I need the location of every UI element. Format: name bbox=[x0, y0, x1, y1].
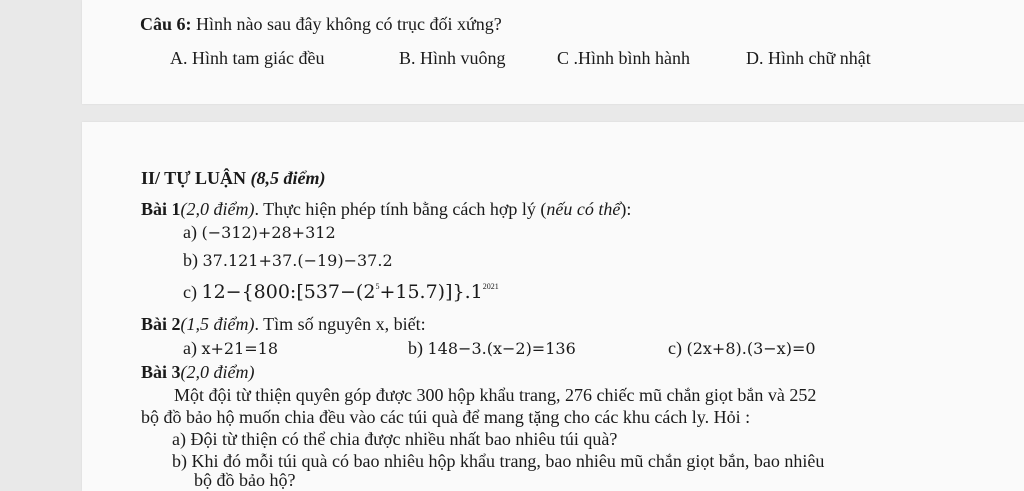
bai-3-line-1: Một đội từ thiện quyên góp được 300 hộp khẩu trang, 276 chiếc mũ chắn giọt bắn và 252 bbox=[174, 385, 817, 405]
bai-3-b-label: b) bbox=[172, 451, 187, 471]
bai-2-b bbox=[408, 338, 576, 359]
bai-2-heading bbox=[141, 314, 426, 335]
bai-1-b-label: b) bbox=[183, 250, 198, 270]
bai-2-c-label: c) bbox=[668, 338, 682, 358]
bai-1-a-label: a) bbox=[183, 222, 197, 242]
bai-3-a-text: Đội từ thiện có thể chia được nhiều nhất bao nhiêu túi quà? bbox=[190, 429, 618, 449]
question-6-text: Hình nào sau đây không có trục đối xứng? bbox=[196, 14, 502, 34]
bai-1-a bbox=[183, 222, 336, 243]
option-d: D. Hình chữ nhật bbox=[746, 48, 871, 68]
bai-1-c-expr-1: 12−{800:[537−(2 bbox=[201, 281, 376, 303]
bai-1-a-expr: (−312)+28+312 bbox=[201, 223, 336, 242]
bai-1-label: Bài 1 bbox=[141, 199, 181, 219]
option-c: C .Hình bình hành bbox=[557, 48, 690, 68]
bai-3-points: (2,0 điểm) bbox=[180, 362, 255, 382]
bai-1-c-label: c) bbox=[183, 282, 197, 302]
bai-3-heading bbox=[141, 362, 255, 383]
bai-1-c-expr-2: +15.7)]}.1 bbox=[379, 281, 483, 303]
bai-1-c-exponent-1: 5 bbox=[375, 282, 380, 291]
bai-1-text: . Thực hiện phép tính bằng cách hợp lý ( bbox=[254, 199, 547, 219]
bai-1-hint: nếu có thể bbox=[546, 199, 621, 219]
section-heading bbox=[141, 168, 326, 189]
bai-2-a-label: a) bbox=[183, 338, 197, 358]
bai-2-a-expr: x+21=18 bbox=[201, 339, 279, 358]
bai-2-label: Bài 2 bbox=[141, 314, 181, 334]
bai-1-heading bbox=[141, 199, 631, 220]
bai-2-points: (1,5 điểm) bbox=[180, 314, 255, 334]
bai-2-a bbox=[183, 338, 278, 359]
bai-1-points: (2,0 điểm) bbox=[180, 199, 255, 219]
bai-3-b bbox=[172, 451, 824, 472]
bai-3-a bbox=[172, 429, 617, 450]
question-6 bbox=[140, 14, 502, 35]
bai-3-line-2: bộ đồ bảo hộ muốn chia đều vào các túi quà để mang tặng cho các khu cách ly. Hỏi : bbox=[141, 407, 751, 427]
bai-3-label: Bài 3 bbox=[141, 362, 181, 382]
bai-2-c bbox=[668, 338, 816, 359]
bai-1-b bbox=[183, 250, 393, 271]
bai-3-b-continued: bộ đồ bảo hộ? bbox=[194, 470, 296, 490]
section-points: (8,5 điểm) bbox=[250, 168, 326, 188]
bai-3-a-label: a) bbox=[172, 429, 186, 449]
bai-3-b-text-1: Khi đó mỗi túi quà có bao nhiêu hộp khẩu trang, bao nhiêu mũ chắn giọt bắn, bao nhiêu bbox=[191, 451, 825, 471]
bai-2-c-expr: (2x+8).(3−x)=0 bbox=[686, 339, 816, 358]
question-6-number: Câu 6: bbox=[140, 14, 192, 34]
section-title: II/ TỰ LUẬN bbox=[141, 168, 247, 188]
bai-2-text: . Tìm số nguyên x, biết: bbox=[254, 314, 426, 334]
bai-1-text-end: ): bbox=[620, 199, 632, 219]
bai-2-b-label: b) bbox=[408, 338, 423, 358]
bai-1-c-exponent-2: 2021 bbox=[482, 282, 499, 291]
option-a: A. Hình tam giác đều bbox=[170, 48, 325, 68]
bai-2-b-expr: 148−3.(x−2)=136 bbox=[427, 339, 576, 358]
bai-1-b-expr: 37.121+37.(−19)−37.2 bbox=[202, 251, 393, 270]
bai-1-c bbox=[183, 281, 499, 303]
option-b: B. Hình vuông bbox=[399, 48, 506, 68]
